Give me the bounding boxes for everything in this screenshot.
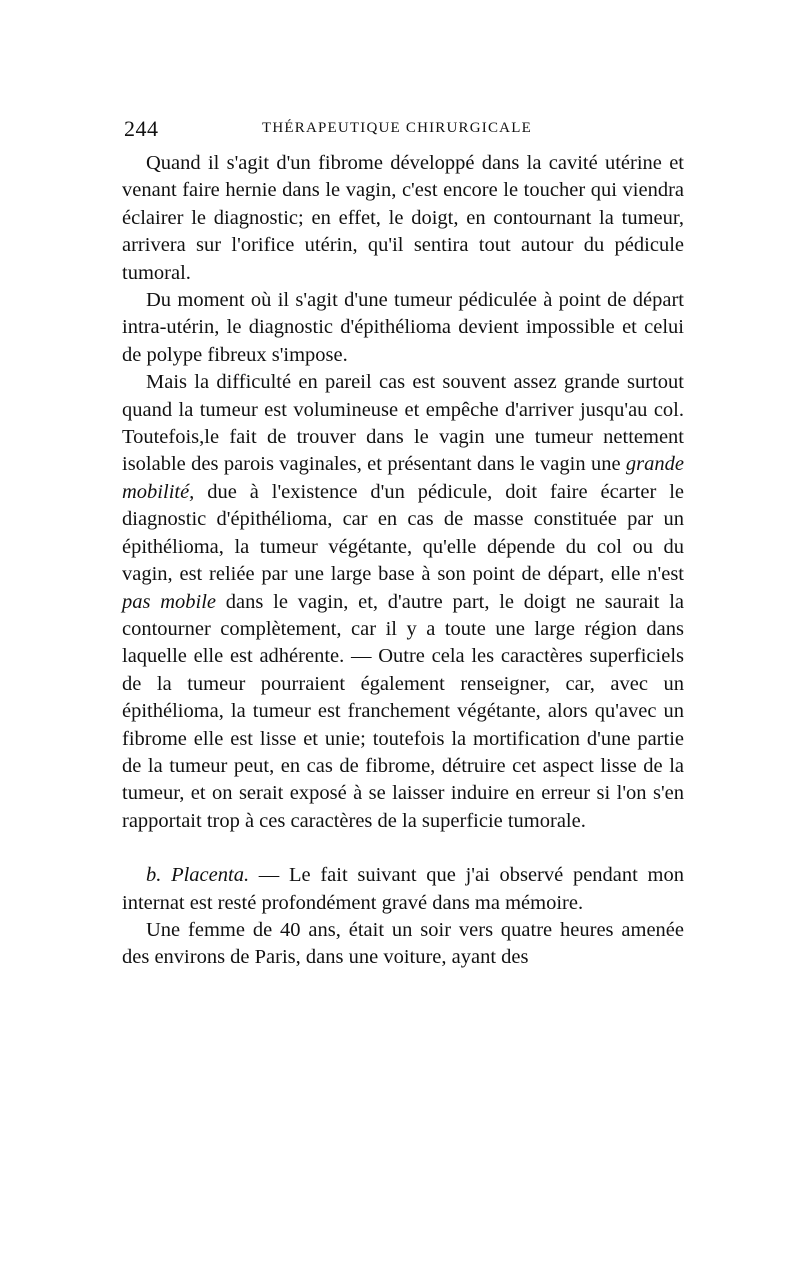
paragraph-fibrome-toucher: Quand il s'agit d'un fibrome développé dans la cavité utérine et venant faire hernie dans le vagin, c'est encore le toucher qui viendra éclairer le diagnostic; en effet, le doigt, en contournant la tumeur, arrivera sur l'orifice utérin, qu'il sentira tout autour du pédicule tumoral. [122, 152, 684, 284]
paragraph-placenta-text: — Le fait suivant que j'ai observé pendant mon internat est resté profondément gravé dans ma mémoire. [122, 864, 684, 914]
paragraph-tumeur-pediculee: Du moment où il s'agit d'une tumeur pédiculée à point de départ intra-utérin, le diagnostic d'épithélioma devient impossible et celui de polype fibreux s'impose. [122, 289, 684, 366]
emphasis-grande-mobilite: grande mobilité, [122, 453, 684, 503]
page-number: 244 [124, 116, 159, 141]
paragraph-difficulte-part3: dans le vagin, et, d'autre part, le doigt ne saurait la contourner complètement, car il y a toute une large région dans laquelle elle est adhérente. — Outre cela les caractères superficiels de la tumeur pourraient également renseigner, car, avec un épithélioma, la tumeur est franchement végétante, alors qu'avec un fibrome elle est lisse et unie; toutefois la mortification d'une partie de la tumeur peut, en cas de fibrome, détruire cet aspect lisse de la tumeur, et on serait exposé à se laisser induire en erreur si l'on s'en rapportait trop à ces caractères de la superficie tumorale. [122, 590, 685, 832]
paragraph-difficulte-part1: Mais la difficulté en pareil cas est souvent assez grande surtout quand la tumeur est volumineuse et empêche d'arriver jusqu'au col. Toutefois,le fait de trouver dans le vagin une tumeur nettement isolable des parois vaginales, et présentant dans le vagin une [122, 371, 684, 476]
page-header [124, 116, 684, 140]
section-label-placenta: b. Placenta. [146, 864, 250, 887]
paragraph-observation: Une femme de 40 ans, était un soir vers quatre heures amenée des environs de Paris, dans une voiture, ayant des [122, 918, 684, 969]
running-title: THÉRAPEUTIQUE CHIRURGICALE [262, 120, 532, 136]
paragraph-placenta [122, 862, 684, 917]
body-text [122, 150, 684, 972]
paragraph-difficulte-part2: due à l'existence d'un pédicule, doit faire écarter le diagnostic d'épithélioma, car en cas de masse constituée par un épithélioma, la tumeur végétante, qu'elle dépende du col ou du vagin, est reliée par une large base à son point de départ, elle n'est [122, 480, 684, 586]
paragraph-difficulte [122, 369, 684, 835]
emphasis-pas-mobile: pas mobile [122, 590, 217, 613]
